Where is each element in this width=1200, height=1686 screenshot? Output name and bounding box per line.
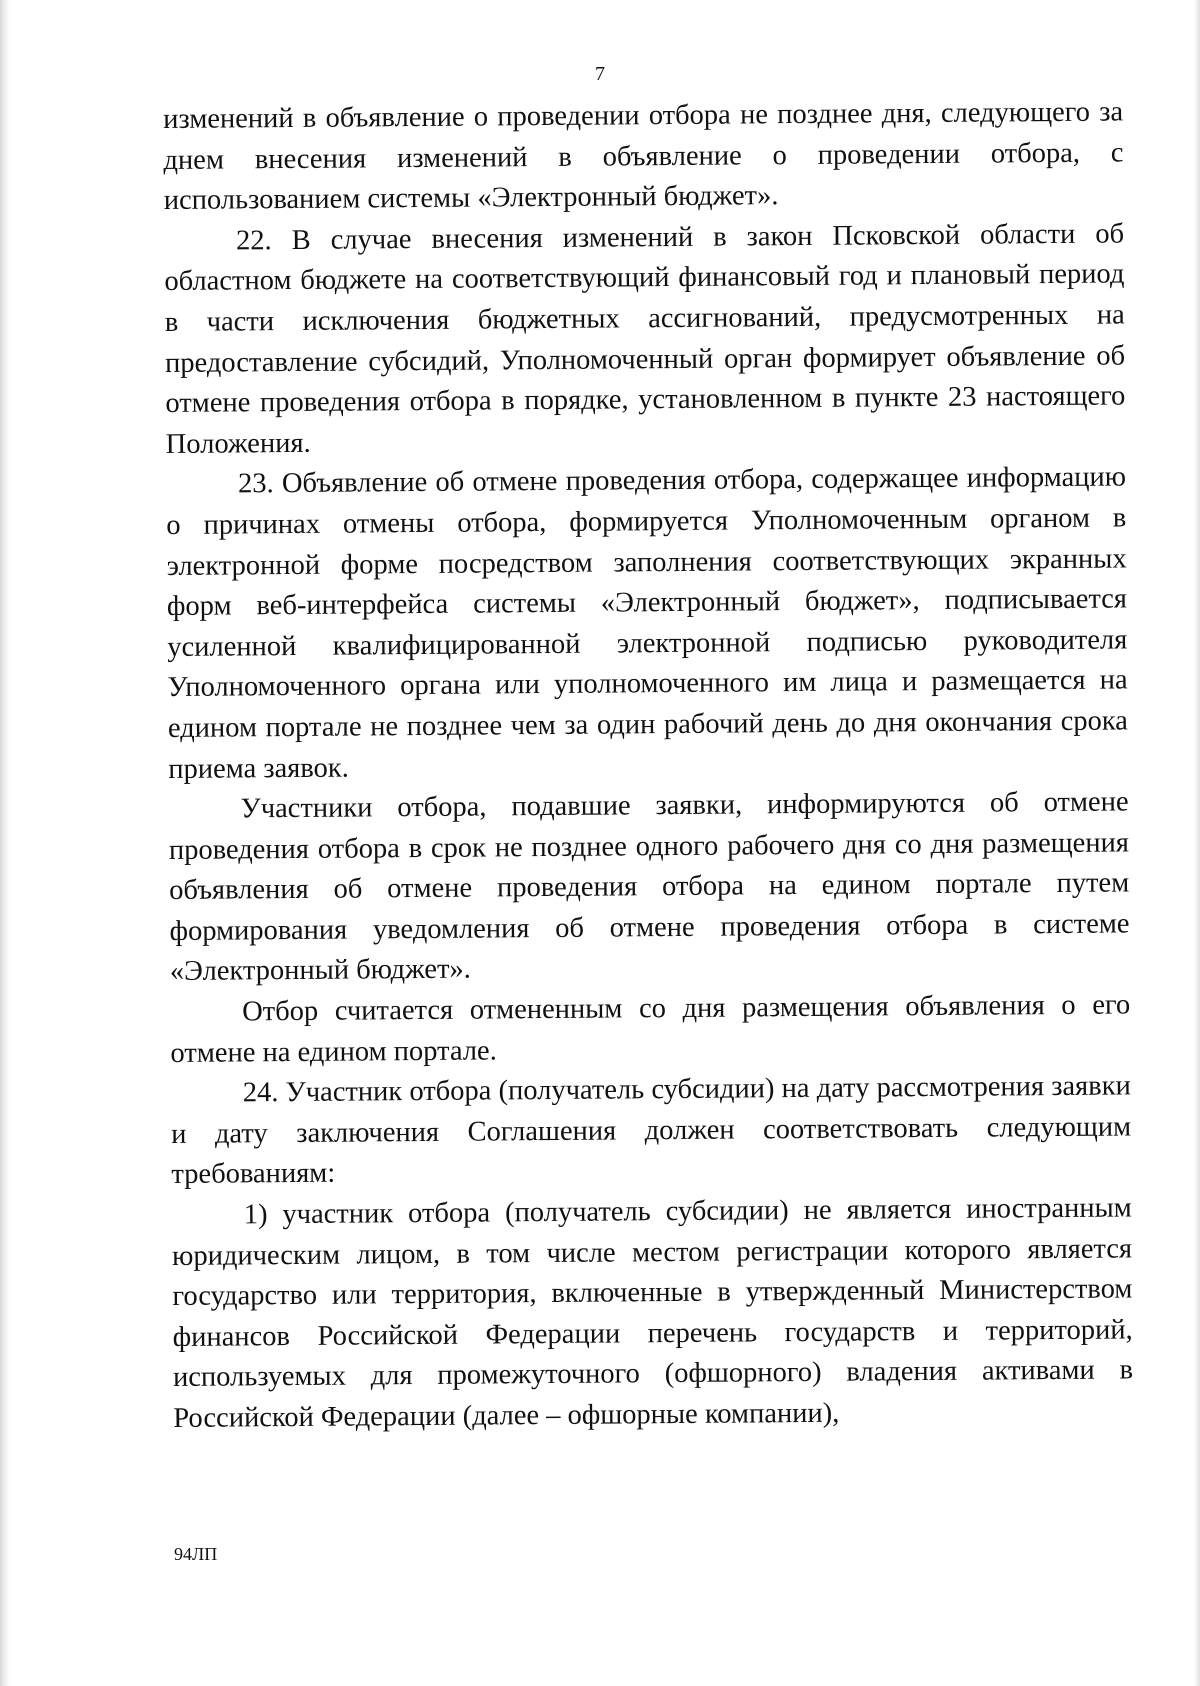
paragraph-item-23: 23. Объявление об отмене проведения отбора, содержащее информацию о причинах отмены отбора, формируется Уполномоченным органом в электронной форме посредством заполнения соответствующих экранных форм веб-интерфейса системы «Электронный бюджет», подписывается усиленной квалифицированной электронной подписью руководителя Уполномоченного органа или уполномоченного им лица и размещается на едином портале не позднее чем за один рабочий день до дня окончания срока приема заявок.: [166, 461, 1129, 785]
document-body: [163, 92, 1133, 1439]
footer-code: 94ЛП: [174, 1544, 218, 1564]
paragraph-item-22: 22. В случае внесения изменений в закон Псковской области об областном бюджете на соответствующий финансовый год и плановый период в части исключения бюджетных ассигнований, предусмотренных на предоставление субсидий, Уполномоченный орган формирует объявление об отмене проведения отбора в порядке, установленном в пункте 23 настоящего Положения.: [164, 218, 1126, 460]
scan-edge-right: [1194, 0, 1200, 1686]
paragraph-item-24: 24. Участник отбора (получатель субсидии) на дату рассмотрения заявки и дату заключения Соглашения должен соответствовать следующим требованиям:: [171, 1070, 1132, 1191]
scan-edge-left: [0, 0, 10, 1686]
paragraph-participants-notice: Участники отбора, подавшие заявки, информируются об отмене проведения отбора в срок не позднее одного рабочего дня со дня размещения объявления об отмене проведения отбора на едином портале путем формирования уведомления об отмене проведения отбора в системе «Электронный бюджет».: [168, 786, 1130, 988]
paragraph-subitem-1: 1) участник отбора (получатель субсидии) не является иностранным юридическим лицом, в том числе местом регистрации которого является государство или территория, включенные в утвержденный Министерством финансов Российской Федерации перечень государств и территорий, используемых для промежуточного (офшорного) владения активами в Российской Федерации (далее – офшорные компании),: [171, 1192, 1134, 1434]
page-number: 7: [595, 63, 605, 85]
paragraph-continuation: изменений в объявление о проведении отбора не позднее дня, следующего за днем внесения изменений в объявление о проведении отбора, с использованием системы «Электронный бюджет».: [163, 96, 1124, 217]
paragraph-selection-cancelled: Отбор считается отмененным со дня размещения объявления о его отмене на едином портале.: [170, 989, 1131, 1069]
